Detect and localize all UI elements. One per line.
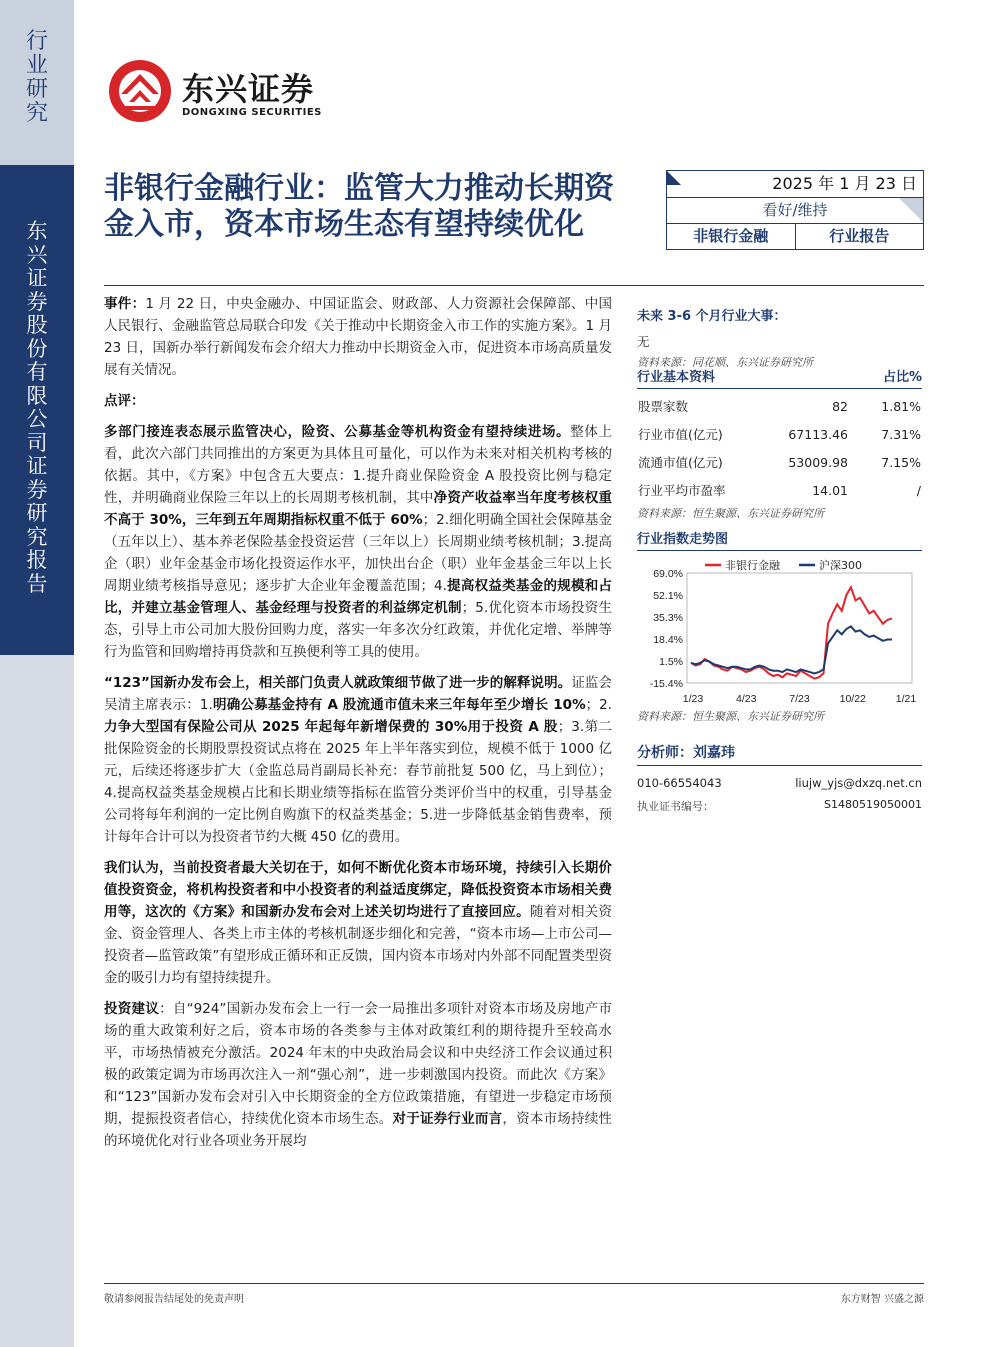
stats-source: 资料来源：恒生聚源、东兴证券研究所 (637, 507, 824, 520)
events-section (637, 305, 922, 370)
view-paragraph: 我们认为，当前投资者最大关切在于，如何不断优化资本市场环境，持续引入长期价值投资资金，将机构投资者和中小投资者的利益适度绑定，降低投资资本市场相关费用等，这次的《方案》和国新办发布会对上述关切均进行了直接回应。随着对相关资金、资金管理人、各类上市主体的考核机制逐步细化和完善，“资本市场—上市公司—投资者—监管政策”有望形成正循环和正反馈，国内资本市场对内外部不同配置类型资金的吸引力均有望持续提升。 (104, 860, 613, 986)
license-number: S1480519050001 (824, 798, 922, 811)
sidebar-main-band (0, 165, 74, 655)
x-tick-label: 1/23 (682, 693, 704, 705)
x-tick-label: 7/23 (789, 693, 810, 705)
y-tick-label: 52.1% (653, 590, 683, 602)
stats-table (637, 392, 922, 504)
license-label: 执业证书编号： (637, 800, 714, 813)
report-info-box (666, 170, 924, 250)
analyst-title: 分析师：刘嘉玮 (637, 742, 922, 766)
index-trend-chart (637, 555, 922, 705)
chart-section (637, 528, 922, 724)
corner-triangle-icon (899, 198, 923, 222)
x-tick-label: 1/21 (895, 693, 917, 705)
table-row: 流通市值(亿元) 53009.98 7.15% (638, 454, 921, 470)
stats-share-header: 占比% (882, 370, 922, 385)
stats-title: 行业基本资料 (637, 370, 716, 385)
y-tick-label: -15.4% (649, 678, 683, 690)
sidebar-main-label: 东兴证券股份有限公司证券研究报告 (26, 219, 48, 596)
x-tick-label: 10/22 (839, 693, 866, 705)
x-tick-label: 4/23 (736, 693, 757, 705)
brand-name-cn: 东兴证券 (182, 70, 315, 108)
policy-paragraph: 多部门接连表态展示监管决心，险资、公募基金等机构资金有望持续进场。整体上看，此次六部门共同推出的方案更为具体且可量化，可以作为未来对相关机构考核的依据。其中，《方案》中包含五大要点：1.提升商业保险资金 A 股投资比例与稳定性，并明确商业保险三年以上的长周期考核机制，其中净资产收益率当年度考核权重不高于 30%，三年到五年周期指标权重不低于 60%；2.细化明确全国社会保障基金（五年以上）、基本养老保险基金投资运营（三年以上）长周期业绩考核机制；3.提高企（职）业年金基金市场化投资运作水平，加快出台企（职）业年金基金三年以上长周期业绩考核指导意见；逐步扩大企业年金覆盖范围；4.提高权益类基金的规模和占比，并建立基金管理人、基金经理与投资者的利益绑定机制；5.优化资本市场投资生态，引导上市公司加大股份回购力度，落实一年多次分红政策，并优化定增、举牌等行为监管和回购增持再贷款和互换便利等工具的使用。 (104, 424, 613, 660)
press-conference-paragraph: “123”国新办发布会上，相关部门负责人就政策细节做了进一步的解释说明。证监会吴清主席表示：1.明确公募基金持有 A 股流通市值未来三年每年至少增长 10%；2.力争大型国有保险公司从 2025 年起每年新增保费的 30%用于投资 A 股；3.第二批保险资金的长期股票投资试点将在 2025 年上半年落实到位，规模不低于 1000 亿元，后续还将逐步扩大（金监总局肖副局长补充：春节前批复 500 亿，马上到位）；4.提高权益类基金规模占比和长期业绩等指标在监管分类评价当中的权重，引导基金公司将每年利润的一定比例自购旗下的权益类基金；5.进一步降低基金销售费率，预计每年合计可以为投资者节约大概 450 亿的费用。 (104, 675, 612, 845)
investment-advice-paragraph: 投资建议：自“924”国新办发布会上一行一会一局推出多项针对资本市场及房地产市场的重大政策利好之后，资本市场的各类参与主体对政策红利的期待提升至较高水平，市场热情被充分激活。2024 年末的中央政治局会议和中央经济工作会议通过积极的政策定调为市场再次注入一剂“强心剂”，进一步刺激国内投资。而此次《方案》和“123”国新办发布会对引入中长期资金的全方位政策措施，有望进一步稳定市场预期，提振投资者信心，持续优化资本市场生态。对于证券行业而言，资本市场持续性的环境优化对行业各项业务开展均 (104, 1001, 613, 1149)
events-title: 未来 3-6 个月行业大事： (637, 309, 787, 324)
y-tick-label: 69.0% (653, 568, 683, 580)
chart-title: 行业指数走势图 (637, 528, 922, 551)
analyst-phone: 010-66554043 (637, 776, 722, 790)
y-tick-label: 1.5% (659, 656, 683, 668)
events-source: 资料来源：同花顺、东兴证券研究所 (637, 356, 813, 369)
chart-source: 资料来源：恒生聚源、东兴证券研究所 (637, 710, 824, 723)
report-type-label: 行业报告 (829, 227, 890, 245)
analyst-email: liujw_yjs@dxzq.net.cn (795, 776, 922, 790)
events-value: 无 (637, 334, 650, 349)
comment-heading: 点评： (104, 393, 145, 409)
report-title: 非银行金融行业：监管大力推动长期资金入市，资本市场生态有望持续优化 (104, 171, 614, 242)
industry-label: 非银行金融 (667, 224, 796, 249)
sidebar-top-band (0, 0, 74, 165)
sidebar-top-label: 行业研究 (25, 29, 48, 126)
legend-label: 非银行金融 (725, 559, 780, 572)
header-divider (104, 285, 924, 286)
report-date: 2025 年 1 月 23 日 (772, 174, 917, 193)
y-tick-label: 18.4% (653, 634, 683, 646)
analyst-section (637, 742, 922, 814)
main-body (104, 293, 612, 1161)
table-row: 股票家数 82 1.81% (638, 398, 921, 414)
event-paragraph: 事件：1 月 22 日，中央金融办、中国证监会、财政部、人力资源社会保障部、中国人民银行、金融监管总局联合印发《关于推动中长期资金入市工作的实施方案》。1 月 23 日，国新办举行新闻发布会介绍大力推动中长期资金入市，促进资本市场高质量发展有关情况。 (104, 296, 613, 378)
legend-label: 沪深300 (819, 559, 862, 572)
page-footer (104, 1283, 924, 1305)
series-line-csi300 (691, 626, 892, 673)
brand-name-en: DONGXING SECURITIES (182, 107, 322, 118)
table-row: 行业平均市盈率 14.01 / (638, 482, 921, 498)
dongxing-logo-icon (107, 58, 173, 124)
stats-section (637, 366, 922, 521)
footer-disclaimer: 敬请参阅报告结尾处的免责声明 (104, 1294, 244, 1305)
y-tick-label: 35.3% (653, 612, 683, 624)
footer-slogan: 东方财智 兴盛之源 (840, 1294, 924, 1305)
rating-label: 看好/维持 (762, 201, 828, 219)
table-row: 行业市值(亿元) 67113.46 7.31% (638, 426, 921, 442)
corner-triangle-icon (667, 171, 681, 185)
